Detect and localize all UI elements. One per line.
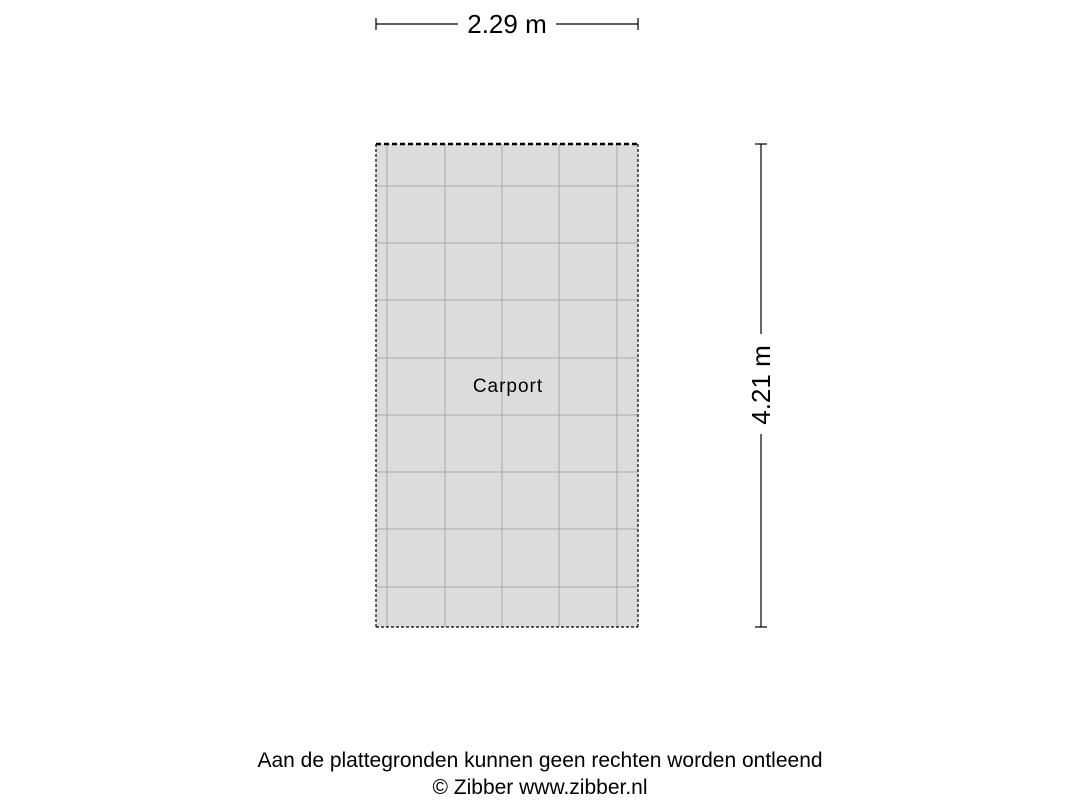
room-carport-label: Carport [472,376,544,397]
footer-disclaimer: Aan de plattegronden kunnen geen rechten worden ontleend [257,749,823,772]
height-dimension [746,144,776,627]
room-carport [376,144,638,627]
width-dimension-label: 2.29 m [467,9,547,39]
width-dimension [376,9,638,39]
footer-copyright: © Zibber www.zibber.nl [432,776,648,799]
height-dimension-label: 4.21 m [746,345,776,425]
